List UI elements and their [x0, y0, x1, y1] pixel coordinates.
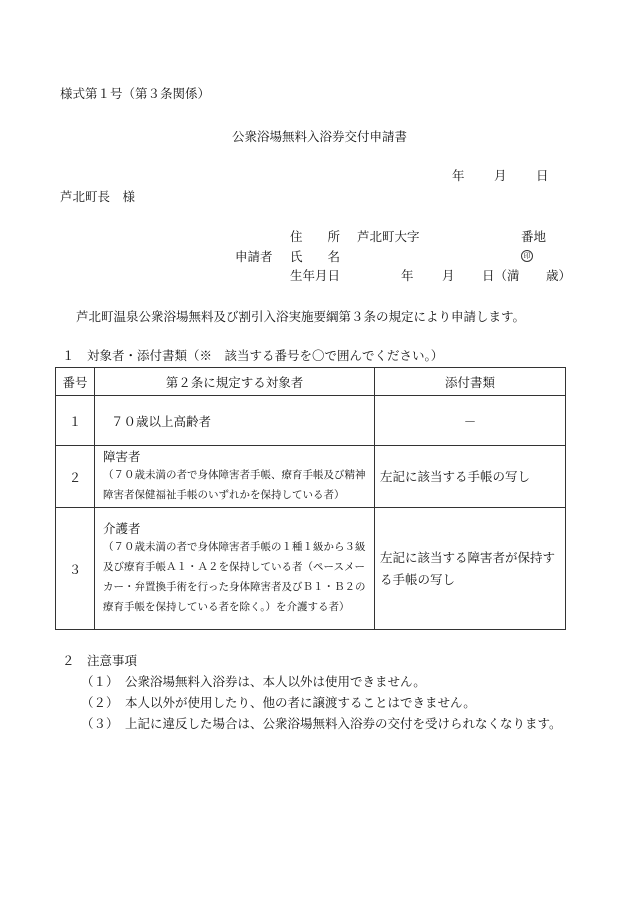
- section1-heading: １ 対象者・添付書類（※ 該当する番号を〇で囲んでください。）: [62, 348, 444, 363]
- statement: 芦北町温泉公衆浴場無料及び割引入浴実施要綱第３条の規定により申請します。: [76, 309, 526, 324]
- address-label: 住 所: [290, 229, 341, 244]
- seal-stamp-icon: 印: [521, 250, 533, 262]
- birth-day-age-open: 日（満: [482, 268, 520, 283]
- note-text: 公衆浴場無料入浴券は、本人以外は使用できません。: [125, 674, 426, 689]
- row-number: ３: [56, 508, 95, 630]
- note-text: 本人以外が使用したり、他の者に譲渡することはできません。: [125, 695, 476, 710]
- row-attachment: 左記に該当する障害者が保持する手帳の写し: [375, 508, 566, 630]
- applicant-label: 申請者: [235, 249, 273, 264]
- birth-month: 月: [442, 268, 455, 283]
- note-number: （１）: [81, 674, 119, 689]
- category-note: （７０歳未満の者で身体障害者手帳、療育手帳及び精神障害者保健福祉手帳のいずれかを保持している者）: [103, 469, 366, 501]
- header-number: 番号: [56, 368, 95, 396]
- form-number: 様式第１号（第３条関係）: [60, 86, 211, 101]
- address-value: 芦北町大字: [357, 229, 420, 244]
- date-month: 月: [494, 168, 507, 183]
- row-category: [95, 446, 375, 508]
- table-header-row: [56, 368, 566, 396]
- row-category: [95, 396, 375, 446]
- note-number: （３）: [81, 716, 119, 731]
- table-row: [56, 508, 566, 630]
- date-day: 日: [536, 168, 549, 183]
- row-number: ２: [56, 446, 95, 508]
- birthdate-label: 生年月日: [290, 268, 341, 283]
- category-title: 障害者: [103, 449, 141, 464]
- table-row: [56, 396, 566, 446]
- date-year: 年: [452, 168, 465, 183]
- birth-year: 年: [401, 268, 414, 283]
- category-title: ７０歳以上高齢者: [111, 413, 212, 429]
- category-title: 介護者: [103, 521, 141, 536]
- addressee: 芦北町長 様: [60, 189, 136, 204]
- header-target: 第２条に規定する対象者: [95, 368, 375, 396]
- row-category: [95, 508, 375, 630]
- banchi-label: 番地: [521, 229, 547, 244]
- note-number: （２）: [81, 695, 119, 710]
- row-attachment: －: [375, 396, 566, 446]
- eligibility-table: [55, 367, 566, 630]
- page-title: 公衆浴場無料入浴券交付申請書: [232, 129, 408, 144]
- row-attachment: 左記に該当する手帳の写し: [375, 446, 566, 508]
- category-note: （７０歳未満の者で身体障害者手帳の１種１級から３級及び療育手帳Ａ１・Ａ２を保持している者（ペースメーカー・弁置換手術を行った身体障害者及びＢ１・Ｂ２の療育手帳を保持している者を除く。）を介護する者）: [103, 541, 366, 613]
- header-attachment: 添付書類: [375, 368, 566, 396]
- age-close: 歳）: [546, 268, 572, 283]
- seal-mark: [521, 246, 533, 262]
- section2-heading: ２ 注意事項: [62, 653, 138, 668]
- name-label: 氏 名: [290, 249, 341, 264]
- note-text: 上記に違反した場合は、公衆浴場無料入浴券の交付を受けられなくなります。: [125, 716, 562, 731]
- row-number: １: [56, 396, 95, 446]
- table-row: [56, 446, 566, 508]
